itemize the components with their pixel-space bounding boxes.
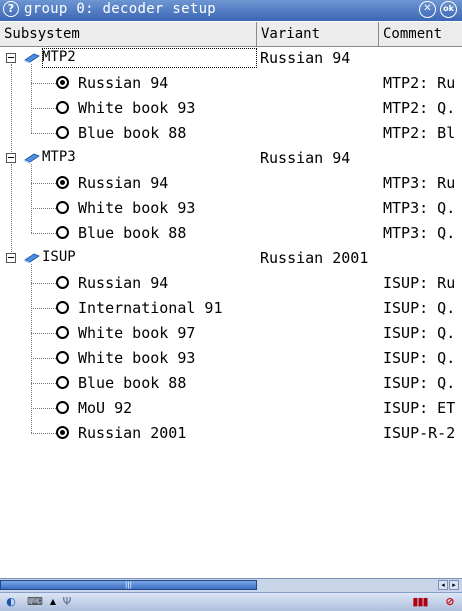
radio-button[interactable]: [56, 376, 69, 389]
package-icon: [24, 152, 40, 164]
column-subsystem[interactable]: Subsystem: [0, 22, 257, 46]
group-label: ISUP: [42, 249, 76, 265]
signal-icon: ▮▮▮: [412, 595, 428, 608]
comment-cell: MTP2: Bl: [383, 124, 456, 142]
variant-label: White book 97: [78, 324, 196, 342]
comment-cell: MTP3: Q.: [383, 199, 456, 217]
comment-cell: MTP2: Q.: [383, 99, 456, 117]
variant-label: Russian 2001: [78, 424, 187, 442]
radio-button[interactable]: [56, 101, 69, 114]
collapse-icon[interactable]: [6, 153, 16, 163]
comment-cell: MTP3: Ru: [383, 174, 456, 192]
variant-label: Russian 94: [78, 74, 169, 92]
package-icon: [24, 52, 40, 64]
comment-cell: ISUP: Q.: [383, 349, 456, 367]
comment-cell: ISUP: Q.: [383, 299, 456, 317]
tree-group-row[interactable]: [0, 146, 462, 171]
variant-label: MoU 92: [78, 399, 133, 417]
antenna-icon[interactable]: Ψ: [62, 595, 72, 608]
taskbar: [0, 592, 462, 611]
tree-item-row[interactable]: [0, 121, 462, 146]
variant-label: Russian 94: [78, 174, 169, 192]
tree-item-row[interactable]: [0, 196, 462, 221]
title-bar: [0, 0, 462, 21]
tree-item-row[interactable]: [0, 171, 462, 196]
column-variant[interactable]: Variant: [257, 22, 379, 46]
collapse-icon[interactable]: [6, 253, 16, 263]
variant-label: Russian 94: [78, 274, 169, 292]
subsystem-tree[interactable]: [0, 46, 462, 578]
radio-button[interactable]: [56, 76, 69, 89]
help-icon[interactable]: ?: [3, 1, 19, 17]
comment-cell: ISUP: Q.: [383, 324, 456, 342]
scroll-left-icon[interactable]: ◂: [438, 580, 448, 590]
scrollbar-thumb[interactable]: |||: [0, 580, 257, 590]
column-header: [0, 21, 462, 47]
variant-label: International 91: [78, 299, 223, 317]
collapse-icon[interactable]: [6, 53, 16, 63]
scroll-right-icon[interactable]: ▸: [449, 580, 459, 590]
keyboard-icon[interactable]: ⌨: [27, 595, 43, 608]
column-comment[interactable]: Comment: [383, 26, 443, 42]
variant-label: Blue book 88: [78, 374, 187, 392]
variant-label: Blue book 88: [78, 224, 187, 242]
variant-label: White book 93: [78, 99, 196, 117]
tree-item-row[interactable]: [0, 221, 462, 246]
ok-icon[interactable]: ok: [440, 1, 457, 18]
comment-cell: ISUP: Ru: [383, 274, 456, 292]
tree-item-row[interactable]: [0, 271, 462, 296]
radio-button[interactable]: [56, 426, 69, 439]
tree-item-row[interactable]: [0, 421, 462, 446]
variant-cell: Russian 94: [260, 49, 351, 67]
radio-button[interactable]: [56, 126, 69, 139]
comment-cell: ISUP: ET: [383, 399, 456, 417]
tree-item-row[interactable]: [0, 346, 462, 371]
tree-item-row[interactable]: [0, 371, 462, 396]
comment-cell: MTP2: Ru: [383, 74, 456, 92]
comment-cell: MTP3: Q.: [383, 224, 456, 242]
variant-cell: Russian 2001: [260, 249, 369, 267]
radio-button[interactable]: [56, 276, 69, 289]
variant-cell: Russian 94: [260, 149, 351, 167]
window-title: group 0: decoder setup: [24, 1, 217, 17]
variant-label: White book 93: [78, 349, 196, 367]
start-icon[interactable]: ◐: [6, 595, 16, 608]
tree-group-row[interactable]: [0, 46, 462, 71]
package-icon: [24, 252, 40, 264]
tree-item-row[interactable]: [0, 296, 462, 321]
variant-label: Blue book 88: [78, 124, 187, 142]
chevron-up-icon[interactable]: ▲: [49, 597, 57, 606]
radio-button[interactable]: [56, 351, 69, 364]
comment-cell: ISUP-R-2: [383, 424, 456, 442]
group-label: MTP3: [42, 149, 76, 165]
radio-button[interactable]: [56, 176, 69, 189]
horizontal-scrollbar[interactable]: [0, 578, 462, 592]
tree-item-row[interactable]: [0, 71, 462, 96]
radio-button[interactable]: [56, 401, 69, 414]
close-icon[interactable]: ✕: [419, 1, 436, 18]
tree-item-row[interactable]: [0, 321, 462, 346]
radio-button[interactable]: [56, 326, 69, 339]
radio-button[interactable]: [56, 226, 69, 239]
radio-button[interactable]: [56, 301, 69, 314]
variant-label: White book 93: [78, 199, 196, 217]
tree-item-row[interactable]: [0, 96, 462, 121]
tree-item-row[interactable]: [0, 396, 462, 421]
comment-cell: ISUP: Q.: [383, 374, 456, 392]
group-label: MTP2: [42, 49, 76, 65]
radio-button[interactable]: [56, 201, 69, 214]
tree-group-row[interactable]: [0, 246, 462, 271]
status-icon[interactable]: ⊘: [445, 595, 455, 608]
